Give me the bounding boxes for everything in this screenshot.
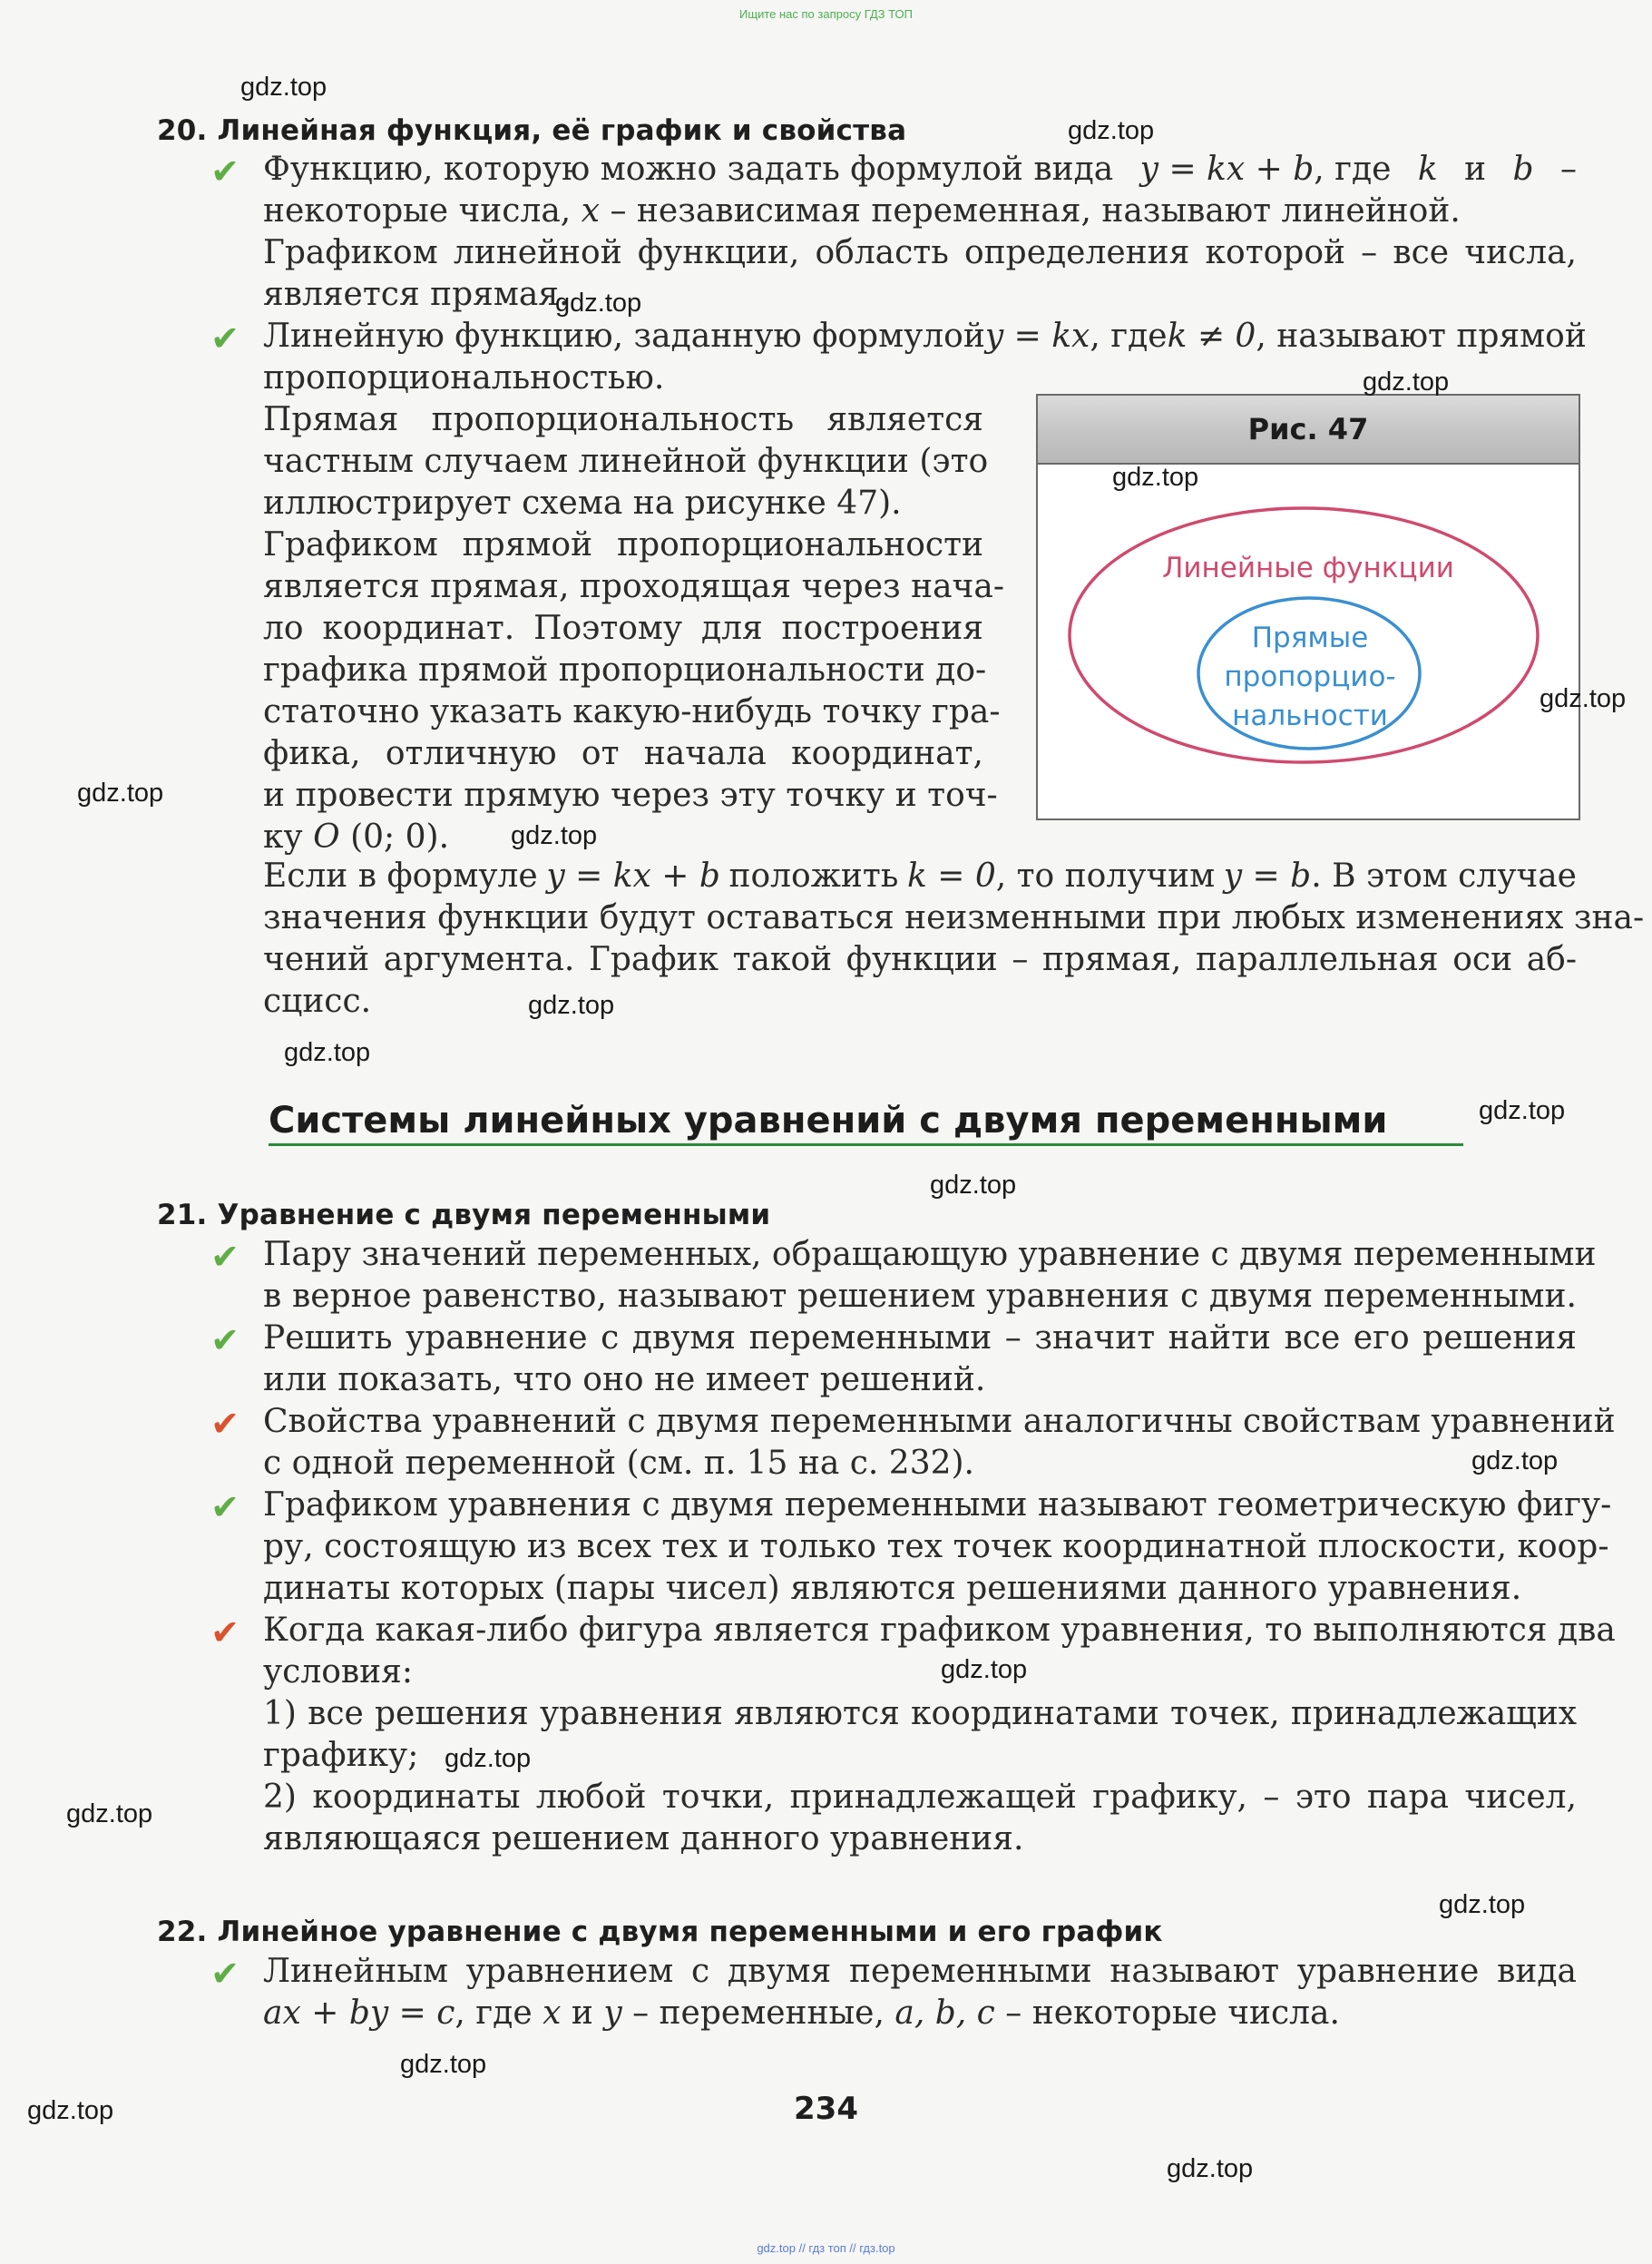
text-fragment: и — [571, 1994, 593, 2032]
formula: k = 0 — [906, 858, 996, 895]
watermark-text: gdz.top — [1167, 2154, 1254, 2183]
watermark-text: gdz.top — [528, 991, 615, 1020]
watermark-text: gdz.top — [400, 2050, 487, 2079]
text-fragment: и — [1464, 151, 1487, 188]
text-fragment: (0; 0). — [350, 818, 450, 856]
watermark-text: gdz.top — [240, 73, 327, 102]
text-fragment: Линейную функцию, заданную формулой — [263, 318, 985, 355]
sec20-p1-line2 — [263, 192, 1461, 230]
text-line: Графиком прямой пропорциональности — [263, 526, 983, 564]
sec21-item4-line: Графиком уравнения с двумя переменными называют геометрическую фигу- — [263, 1486, 1612, 1524]
watermark-text: gdz.top — [1479, 1096, 1566, 1125]
formula: a, b, c — [894, 1994, 995, 2032]
text-line: иллюстрирует схема на рисунке 47). — [263, 485, 902, 522]
watermark-text: gdz.top — [284, 1038, 371, 1067]
watermark-text: gdz.top — [930, 1171, 1017, 1200]
sec21-item3-line: с одной переменной (см. п. 15 на с. 232). — [263, 1445, 974, 1482]
sec21-item1-line: Пару значений переменных, обращающую уравнение с двумя переменными — [263, 1236, 1597, 1273]
section-22-title: 22. Линейное уравнение с двумя переменными и его график — [157, 1916, 1163, 1948]
var-x: x — [543, 1994, 562, 2032]
text-line: графика прямой пропорциональности до- — [263, 652, 987, 689]
sec21-item2-line: или показать, что оно не имеет решений. — [263, 1361, 986, 1398]
text-line: является прямая, проходящая через нача- — [263, 568, 1004, 605]
formula: y = kx + b — [546, 858, 720, 895]
sec20-p2-line2: пропорциональностью. — [263, 359, 665, 397]
text-fragment: Функцию, которую можно задать формулой вида — [263, 151, 1114, 188]
text-fragment: , где — [1090, 318, 1168, 355]
sec21-item1-line: в верное равенство, называют решением уравнения с двумя переменными. — [263, 1278, 1577, 1315]
text-line: ло координат. Поэтому для построения — [263, 610, 983, 647]
check-icon: ✔ — [210, 1320, 239, 1360]
text-fragment: Если в формуле — [263, 858, 538, 895]
sec21-item5-line: графику; — [263, 1737, 419, 1774]
sec20-p5-line2: значения функции будут оставаться неизменными при любых изменениях зна- — [263, 899, 1645, 936]
text-fragment: , где — [455, 1994, 533, 2032]
figure-47 — [1036, 394, 1580, 820]
sec21-item5-line: 2) координаты любой точки, принадлежащей графику, – это пара чисел, — [263, 1779, 1577, 1816]
watermark-text: gdz.top — [941, 1655, 1028, 1684]
figure-title: Рис. 47 — [1247, 412, 1369, 446]
sec20-p1-line4: является прямая. — [263, 276, 570, 313]
sec21-item5-line: являющаяся решением данного уравнения. — [263, 1820, 1024, 1857]
text-fragment: , называют прямой — [1256, 318, 1587, 355]
sec20-p4 — [263, 526, 1004, 860]
text-fragment: положить — [728, 858, 899, 895]
sec22-line1: Линейным уравнением с двумя переменными называют уравнение вида — [263, 1953, 1577, 1990]
text-line: фика, отличную от начала координат, — [263, 735, 983, 772]
sec21-item4-line: динаты которых (пары чисел) являются решениями данного уравнения. — [263, 1570, 1522, 1607]
text-line: статочно указать какую-нибудь точку гра- — [263, 693, 1001, 730]
var-x: x — [581, 192, 601, 230]
formula: ax + by = c — [263, 1994, 455, 2032]
sec20-p1-line3: Графиком линейной функции, область определения которой – все числа, — [263, 234, 1577, 271]
check-icon: ✔ — [210, 1954, 239, 1994]
var-y: y — [603, 1994, 622, 2032]
text-fragment: – независимая переменная, называют линейной. — [610, 192, 1461, 230]
sec21-item3-line: Свойства уравнений с двумя переменными аналогичны свойствам уравнений — [263, 1403, 1616, 1440]
watermark-text: gdz.top — [445, 1744, 532, 1773]
text-fragment: – переменные, — [632, 1994, 885, 2032]
formula: y = kx + b — [1139, 151, 1315, 188]
bottom-note: gdz.top // гдз топ // гдз.top — [757, 2241, 895, 2255]
sec20-p5-line1 — [263, 858, 1577, 895]
check-icon: ✔ — [210, 152, 239, 191]
inner-label-line: Прямые — [1251, 622, 1369, 654]
check-icon: ✔ — [210, 1612, 239, 1652]
sec20-p1-line1 — [263, 151, 1577, 188]
check-icon: ✔ — [210, 1237, 239, 1277]
text-line: и провести прямую через эту точку и точ- — [263, 777, 998, 814]
top-note: Ищите нас по запросу ГДЗ ТОП — [739, 7, 913, 21]
watermark-text: gdz.top — [511, 821, 598, 850]
watermark-text: gdz.top — [1540, 684, 1627, 713]
sec21-item4-line: ру, состоящую из всех тех и только тех точек координатной плоскости, коор- — [263, 1528, 1609, 1565]
check-icon: ✔ — [210, 1487, 239, 1527]
sec21-item2-line: Решить уравнение с двумя переменными – значит найти все его решения — [263, 1319, 1577, 1357]
text-line: частным случаем линейной функции (это — [263, 443, 989, 480]
sec21-item5-line: условия: — [263, 1653, 413, 1691]
venn-diagram — [1038, 396, 1579, 818]
formula: k ≠ 0 — [1167, 318, 1256, 355]
var-k: k — [1417, 151, 1438, 188]
sec20-p5-line3: чений аргумента. График такой функции – прямая, параллельная оси аб- — [263, 941, 1577, 978]
chapter-title: Системы линейных уравнений с двумя переменными — [269, 1100, 1388, 1142]
sec20-p5-line4: сцисс. — [263, 983, 372, 1020]
inner-label-line: нальности — [1232, 700, 1388, 732]
chapter-underline — [269, 1143, 1463, 1146]
page-number: 234 — [794, 2091, 858, 2127]
outer-label: Линейные функции — [1162, 552, 1454, 584]
watermark-text: gdz.top — [1363, 368, 1450, 397]
check-icon: ✔ — [210, 1404, 239, 1444]
inner-label-line: пропорцио- — [1224, 661, 1396, 693]
formula: y = kx — [984, 318, 1090, 355]
watermark-text: gdz.top — [27, 2096, 114, 2125]
watermark-text: gdz.top — [1112, 463, 1199, 492]
dash: – — [1559, 151, 1577, 188]
watermark-text: gdz.top — [1439, 1890, 1526, 1919]
watermark-text: gdz.top — [1471, 1446, 1559, 1475]
sec21-item5-line: Когда какая-либо фигура является графиком уравнения, то выполняются два — [263, 1612, 1616, 1649]
var-b: b — [1512, 151, 1534, 188]
text-fragment: , то получим — [995, 858, 1216, 895]
watermark-text: gdz.top — [77, 779, 164, 808]
watermark-text: gdz.top — [1068, 116, 1155, 145]
check-icon: ✔ — [210, 319, 239, 358]
text-line: Прямая пропорциональность является — [263, 401, 983, 438]
watermark-text: gdz.top — [66, 1799, 153, 1828]
sec21-item5-line: 1) все решения уравнения являются координатами точек, принадлежащих — [263, 1695, 1577, 1732]
section-21-title: 21. Уравнение с двумя переменными — [157, 1199, 771, 1231]
watermark-text: gdz.top — [555, 289, 642, 318]
var-o: O — [313, 818, 340, 856]
text-fragment: , где — [1314, 151, 1392, 188]
text-fragment: – некоторые числа. — [1005, 1994, 1340, 2032]
text-line — [263, 818, 983, 860]
sec22-line2 — [263, 1994, 1340, 2032]
text-fragment: некоторые числа, — [263, 192, 572, 230]
section-20-title: 20. Линейная функция, её график и свойства — [157, 114, 907, 147]
text-fragment: . В этом случае — [1311, 858, 1577, 895]
formula: y = b — [1223, 858, 1312, 895]
text-fragment: ку — [263, 818, 303, 856]
sec20-p2-line1 — [263, 318, 1587, 355]
sec20-p3 — [263, 401, 989, 526]
